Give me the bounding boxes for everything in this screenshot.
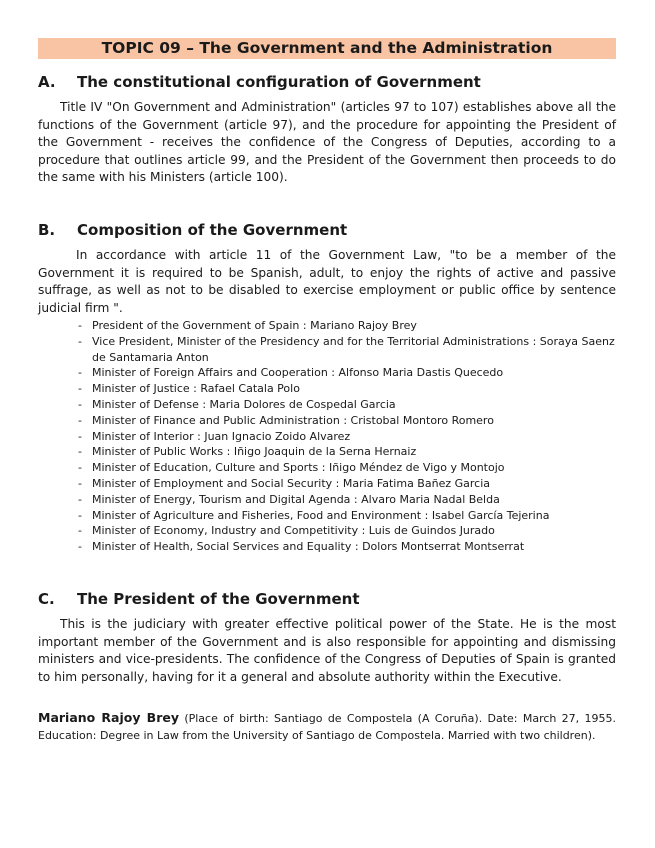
- member-list-item: [78, 476, 616, 492]
- section-c-title: The President of the Government: [77, 590, 360, 608]
- member-text: Minister of Agriculture and Fisheries, Food and Environment : Isabel García Tejerina: [92, 508, 550, 522]
- member-list-item: [78, 318, 616, 334]
- section-c-letter: C.: [38, 590, 55, 608]
- member-text: Minister of Foreign Affairs and Cooperation : Alfonso Maria Dastis Quecedo: [92, 366, 504, 380]
- president-bio: [38, 709, 616, 744]
- section-b-paragraph: In accordance with article 11 of the Government Law, "to be a member of the Government it is required to be Spanish, adult, to enjoy the rights of active and passive suffrage, as well as not to be disabled to exercise employment or public office by sentence judicial firm ".: [38, 248, 616, 315]
- president-name: Mariano Rajoy Brey: [38, 710, 179, 725]
- section-b-title: Composition of the Government: [77, 221, 348, 239]
- bullet-dash: -: [78, 429, 82, 443]
- member-list-item: [78, 460, 616, 476]
- section-c-paragraph: This is the judiciary with greater effective political power of the State. He is the most important member of the Government and is also responsible for appointing and dismissing ministers and vice-presidents. The confidence of the Congress of Deputies of Spain is granted to him personally, having for it a general and absolute authority within the Executive.: [38, 617, 616, 684]
- member-text: Minister of Interior : Juan Ignacio Zoido Alvarez: [92, 429, 351, 443]
- member-list-item: [78, 492, 616, 508]
- member-list-item: [78, 397, 616, 413]
- section-a-paragraph: Title IV "On Government and Administration" (articles 97 to 107) establishes above all the functions of the Government (article 97), and the procedure for appointing the President of the Government - receives the confidence of the Congress of Deputies, according to a procedure that outlines article 99, and the President of the Government then proceeds to do the same with his Ministers (article 100).: [38, 100, 616, 185]
- member-list-item: [78, 365, 616, 381]
- member-list-item: [78, 334, 616, 366]
- bullet-dash: -: [78, 413, 82, 427]
- section-c-heading: [38, 589, 360, 609]
- member-text: Minister of Economy, Industry and Competitivity : Luis de Guindos Jurado: [92, 524, 495, 538]
- section-a-letter: A.: [38, 73, 56, 91]
- member-list-item: [78, 381, 616, 397]
- bullet-dash: -: [78, 334, 82, 348]
- member-text: Minister of Defense : Maria Dolores de Cospedal Garcia: [92, 397, 396, 411]
- bullet-dash: -: [78, 492, 82, 506]
- government-members-list: [78, 318, 616, 555]
- section-b-heading: [38, 220, 347, 240]
- bullet-dash: -: [78, 476, 82, 490]
- bullet-dash: -: [78, 461, 82, 475]
- member-text: Minister of Employment and Social Security : Maria Fatima Bañez Garcia: [92, 476, 490, 490]
- section-b-letter: B.: [38, 221, 56, 239]
- member-list-item: [78, 413, 616, 429]
- section-a-heading: [38, 72, 481, 92]
- member-text: Minister of Justice : Rafael Catala Polo: [92, 382, 300, 396]
- member-text: Minister of Finance and Public Administration : Cristobal Montoro Romero: [92, 413, 494, 427]
- section-a-title: The constitutional configuration of Government: [77, 73, 481, 91]
- member-list-item: [78, 508, 616, 524]
- bullet-dash: -: [78, 382, 82, 396]
- member-list-item: [78, 429, 616, 445]
- member-text: Minister of Health, Social Services and Equality : Dolors Montserrat Montserrat: [92, 540, 525, 554]
- president-bio-text: (Place of birth: Santiago de Compostela (A Coruña). Date: March 27, 1955. Education: Degree in Law from the University of Santiago de Compostela. Married with two children).: [38, 712, 616, 742]
- member-list-item: [78, 539, 616, 555]
- bullet-dash: -: [78, 524, 82, 538]
- bullet-dash: -: [78, 508, 82, 522]
- bullet-dash: -: [78, 540, 82, 554]
- member-text: Minister of Public Works : Iñigo Joaquin de la Serna Hernaiz: [92, 445, 417, 459]
- member-list-item: [78, 444, 616, 460]
- member-text: Minister of Energy, Tourism and Digital Agenda : Alvaro Maria Nadal Belda: [92, 492, 500, 506]
- bullet-dash: -: [78, 397, 82, 411]
- member-list-item: [78, 523, 616, 539]
- bullet-dash: -: [78, 319, 82, 332]
- member-text: President of the Government of Spain : Mariano Rajoy Brey: [92, 319, 417, 332]
- member-text: Minister of Education, Culture and Sports : Iñigo Méndez de Vigo y Montojo: [92, 461, 505, 475]
- page-title: TOPIC 09 – The Government and the Administration: [38, 38, 616, 59]
- bullet-dash: -: [78, 445, 82, 459]
- member-text: Vice President, Minister of the Presidency and for the Territorial Administrations : Soraya Saenz de Santamaria Anton: [92, 334, 615, 364]
- bullet-dash: -: [78, 366, 82, 380]
